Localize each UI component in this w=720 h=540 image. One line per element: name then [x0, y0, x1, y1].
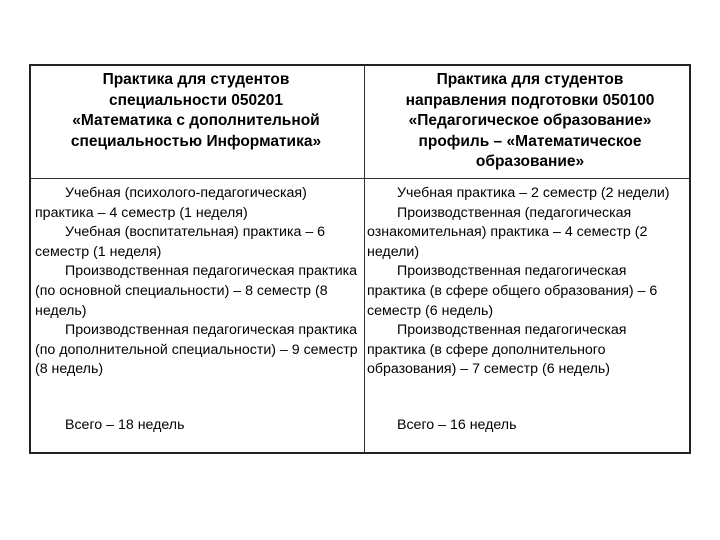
practice-table	[29, 64, 691, 454]
col2-item: Производственная педагогическая практика (в сфере дополнительного образования) – 7 семестр (6 недель)	[367, 322, 627, 378]
col1-header-line: Практика для студентов	[102, 71, 290, 88]
col1-header-line: «Математика с дополнительной	[72, 112, 320, 129]
column-divider	[364, 66, 365, 452]
col1-body	[35, 184, 361, 380]
col2-item: Производственная (педагогическая ознакомительная) практика – 4 семестр (2 недели)	[367, 204, 648, 260]
col1-item: Учебная (воспитательная) практика – 6 семестр (1 неделя)	[35, 224, 326, 260]
col2-header-line: Практика для студентов	[436, 71, 624, 88]
col1-item: Производственная педагогическая практика (по основной специальности) – 8 семестр (8 недель)	[35, 263, 358, 319]
col1-header	[37, 70, 355, 152]
col2-header-line: образование»	[475, 153, 585, 170]
col2-total: Всего – 16 недель	[397, 417, 517, 433]
col2-header-line: «Педагогическое образование»	[408, 112, 652, 129]
col2-item: Учебная практика – 2 семестр (2 недели)	[397, 185, 670, 201]
col1-total: Всего – 18 недель	[65, 417, 185, 433]
col2-header-line: профиль – «Математическое	[418, 132, 642, 150]
col1-item: Производственная педагогическая практика (по дополнительной специальности) – 9 семестр (8 недель)	[35, 322, 358, 378]
col1-header-line: специальности 050201	[108, 91, 284, 109]
col2-item: Производственная педагогическая практика (в сфере общего образования) – 6 семестр (6 недель)	[367, 263, 658, 319]
col2-header-line: направления подготовки 050100	[405, 91, 655, 109]
header-divider	[31, 178, 689, 179]
col1-item: Учебная (психолого-педагогическая) практика – 4 семестр (1 неделя)	[35, 185, 307, 221]
col2-header	[371, 70, 689, 173]
col1-header-line: специальностью Информатика»	[70, 132, 322, 150]
col2-body	[367, 184, 689, 380]
